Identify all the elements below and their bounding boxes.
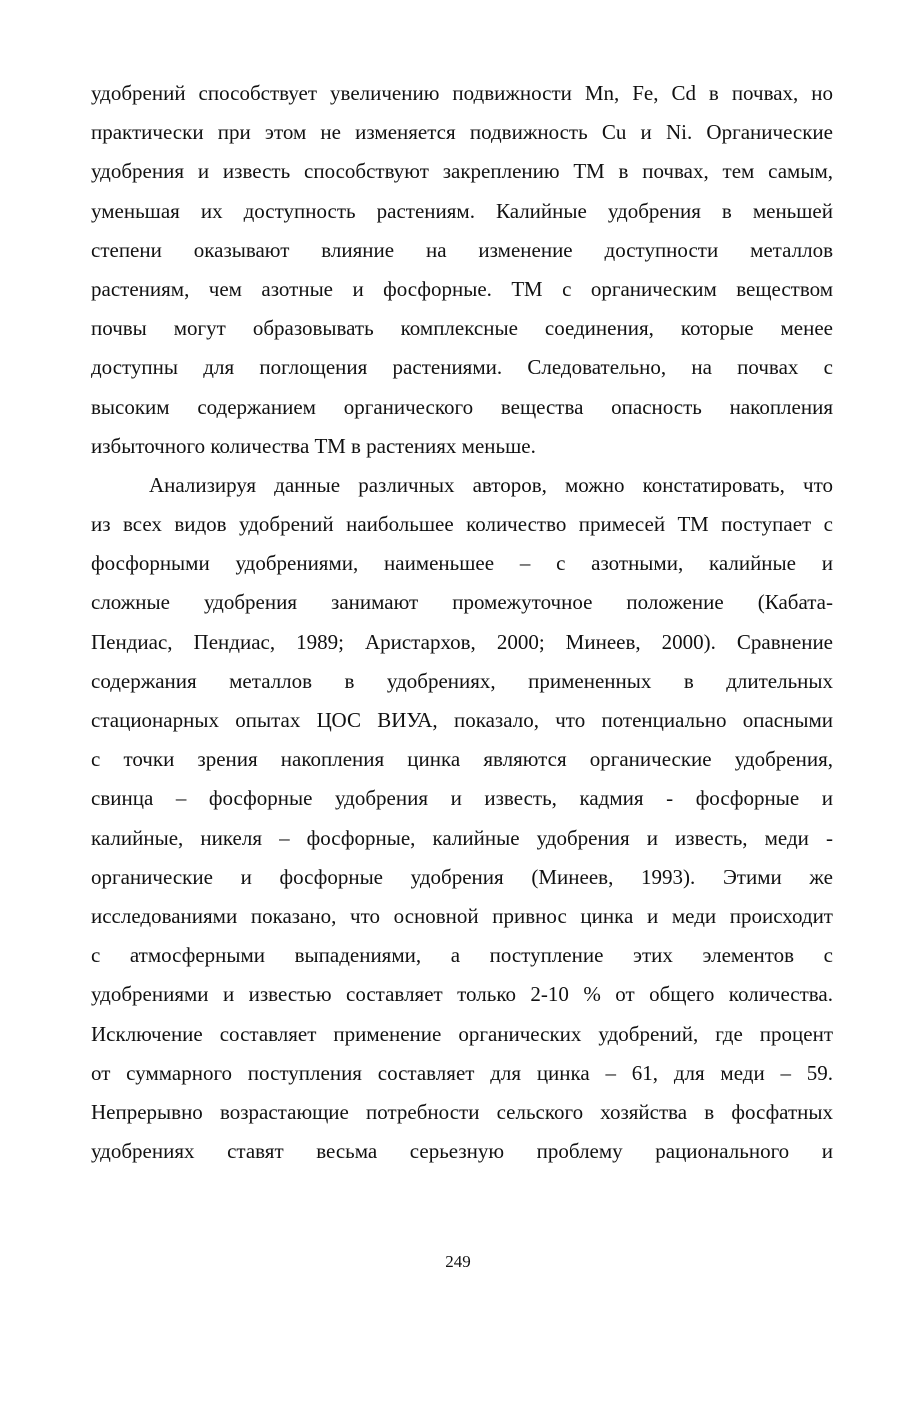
text-line: исследованиями показано, что основной привнос цинка и меди происходит [91,903,833,928]
text-line: Анализируя данные различных авторов, можно констатировать, что [149,472,833,497]
text-line: фосфорными удобрениями, наименьшее – с азотными, калийные и [91,551,833,576]
text-line: удобрениях ставят весьма серьезную проблему рационального и [91,1139,833,1164]
text-line: Исключение составляет применение органических удобрений, где процент [91,1021,833,1046]
page-number: 249 [445,1252,471,1271]
text-line: высоким содержанием органического вещества опасность накопления [91,394,833,419]
text-line: почвы могут образовывать комплексные соединения, которые менее [91,316,833,341]
text-line: с атмосферными выпадениями, а поступление этих элементов с [91,943,833,968]
text-line: удобрениями и известью составляет только 2-10 % от общего количества. [91,982,833,1007]
text-line: удобрений способствует увеличению подвижности Mn, Fe, Cd в почвах, но [91,81,833,105]
text-line: содержания металлов в удобрениях, примененных в длительных [91,668,833,693]
text-line: Пендиас, Пендиас, 1989; Аристархов, 2000; Минеев, 2000). Сравнение [91,629,833,654]
text-line: с точки зрения накопления цинка являются органические удобрения, [91,747,833,772]
text-line: свинца – фосфорные удобрения и известь, кадмия - фосфорные и [91,786,833,811]
text-line: калийные, никеля – фосфорные, калийные удобрения и известь, меди - [91,825,833,850]
text-line: стационарных опытах ЦОС ВИУА, показало, что потенциально опасными [91,708,833,732]
text-line: степени оказывают влияние на изменение доступности металлов [91,237,833,262]
text-line: от суммарного поступления составляет для цинка – 61, для меди – 59. [91,1060,833,1085]
text-line: практически при этом не изменяется подвижность Cu и Ni. Органические [91,120,833,145]
text-line: органические и фосфорные удобрения (Минеев, 1993). Этими же [91,864,833,889]
paragraph-1 [91,74,833,466]
text-line: избыточного количества ТМ в растениях меньше. [91,433,536,458]
paragraph-2 [91,466,833,1171]
text-line: Непрерывно возрастающие потребности сельского хозяйства в фосфатных [91,1099,833,1124]
text-line: удобрения и известь способствуют закреплению ТМ в почвах, тем самым, [91,159,833,184]
text-line: доступны для поглощения растениями. Следовательно, на почвах с [91,355,833,380]
text-line: уменьшая их доступность растениям. Калийные удобрения в меньшей [91,198,833,223]
text-line: из всех видов удобрений наибольшее количество примесей ТМ поступает с [91,512,833,537]
text-line: сложные удобрения занимают промежуточное положение (Кабата- [91,590,833,615]
text-line: растениям, чем азотные и фосфорные. ТМ с органическим веществом [91,276,833,301]
body-text [91,74,833,1171]
